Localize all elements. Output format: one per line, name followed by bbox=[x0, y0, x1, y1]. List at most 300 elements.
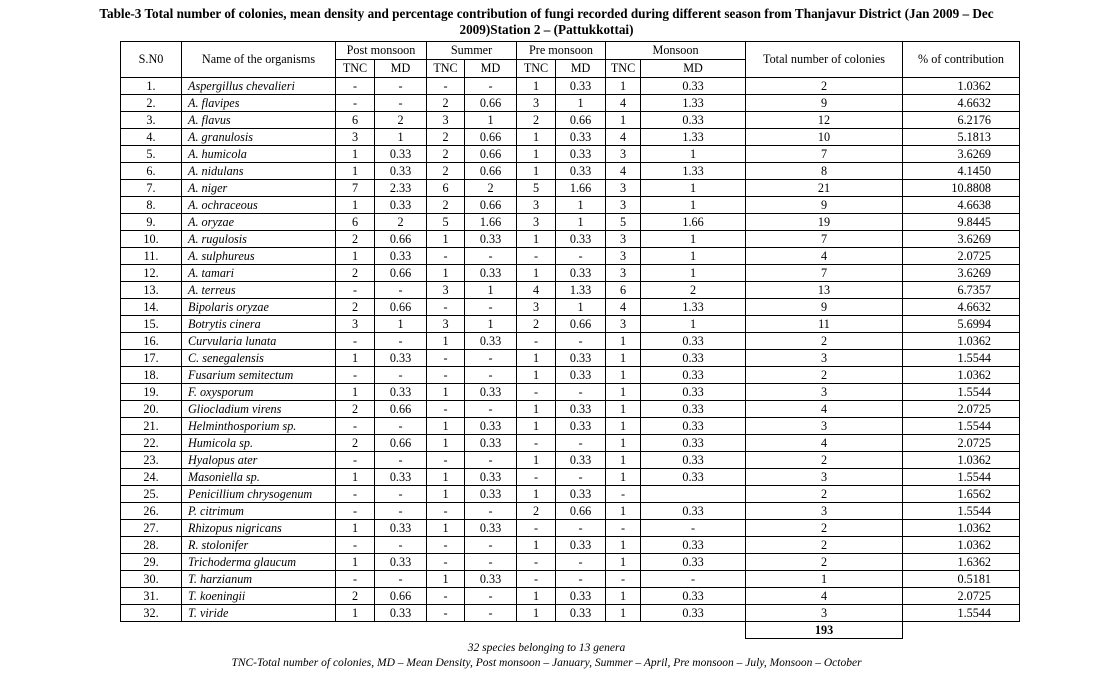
table-row bbox=[121, 129, 1020, 146]
monsoon-md-cell: 1.33 bbox=[641, 299, 746, 316]
summer-tnc-cell: - bbox=[427, 367, 465, 384]
pre-monsoon-tnc-cell: 1 bbox=[517, 129, 556, 146]
pre-monsoon-md-cell: 1 bbox=[556, 197, 606, 214]
summer-md-cell: - bbox=[465, 503, 517, 520]
monsoon-tnc-cell: 1 bbox=[606, 503, 641, 520]
sno-cell: 11. bbox=[121, 248, 182, 265]
organism-name-cell: Curvularia lunata bbox=[182, 333, 336, 350]
sno-cell: 22. bbox=[121, 435, 182, 452]
monsoon-tnc-cell: 3 bbox=[606, 231, 641, 248]
post-monsoon-tnc-cell: 1 bbox=[336, 520, 375, 537]
summer-md-cell: 1 bbox=[465, 112, 517, 129]
post-monsoon-md-cell: 0.33 bbox=[375, 248, 427, 265]
post-monsoon-tnc-cell: - bbox=[336, 418, 375, 435]
monsoon-tnc-cell: 1 bbox=[606, 367, 641, 384]
sno-cell: 12. bbox=[121, 265, 182, 282]
organism-name-cell: T. harzianum bbox=[182, 571, 336, 588]
table-row bbox=[121, 520, 1020, 537]
summer-md-cell: 1 bbox=[465, 282, 517, 299]
post-monsoon-tnc-cell: - bbox=[336, 503, 375, 520]
organism-name-cell: A. niger bbox=[182, 180, 336, 197]
header-sno: S.N0 bbox=[121, 42, 182, 78]
header-md: MD bbox=[641, 60, 746, 78]
sno-cell: 25. bbox=[121, 486, 182, 503]
pre-monsoon-tnc-cell: 1 bbox=[517, 588, 556, 605]
post-monsoon-tnc-cell: 1 bbox=[336, 554, 375, 571]
organism-name-cell: A. terreus bbox=[182, 282, 336, 299]
total-colonies-cell: 9 bbox=[746, 197, 903, 214]
summer-tnc-cell: - bbox=[427, 537, 465, 554]
post-monsoon-tnc-cell: 2 bbox=[336, 435, 375, 452]
pre-monsoon-md-cell: 0.33 bbox=[556, 605, 606, 622]
sno-cell: 7. bbox=[121, 180, 182, 197]
post-monsoon-tnc-cell: - bbox=[336, 571, 375, 588]
percent-contribution-cell: 0.5181 bbox=[903, 571, 1020, 588]
percent-contribution-cell: 2.0725 bbox=[903, 588, 1020, 605]
pre-monsoon-md-cell: 0.33 bbox=[556, 452, 606, 469]
summer-tnc-cell: - bbox=[427, 452, 465, 469]
header-season-summer: Summer bbox=[427, 42, 517, 60]
post-monsoon-tnc-cell: - bbox=[336, 486, 375, 503]
fungi-table bbox=[120, 41, 1020, 639]
header-season-post-monsoon: Post monsoon bbox=[336, 42, 427, 60]
pre-monsoon-md-cell: - bbox=[556, 333, 606, 350]
summer-tnc-cell: - bbox=[427, 503, 465, 520]
total-colonies-cell: 12 bbox=[746, 112, 903, 129]
summer-md-cell: 0.33 bbox=[465, 231, 517, 248]
pre-monsoon-tnc-cell: 1 bbox=[517, 78, 556, 95]
monsoon-tnc-cell: 5 bbox=[606, 214, 641, 231]
pre-monsoon-tnc-cell: 2 bbox=[517, 503, 556, 520]
summer-md-cell: 0.33 bbox=[465, 486, 517, 503]
post-monsoon-tnc-cell: 2 bbox=[336, 299, 375, 316]
post-monsoon-tnc-cell: 3 bbox=[336, 129, 375, 146]
monsoon-md-cell: 0.33 bbox=[641, 350, 746, 367]
sno-cell: 23. bbox=[121, 452, 182, 469]
monsoon-tnc-cell: - bbox=[606, 486, 641, 503]
monsoon-md-cell: 1.33 bbox=[641, 163, 746, 180]
total-colonies-cell: 11 bbox=[746, 316, 903, 333]
monsoon-tnc-cell: 1 bbox=[606, 384, 641, 401]
total-colonies-cell: 2 bbox=[746, 367, 903, 384]
pre-monsoon-md-cell: - bbox=[556, 520, 606, 537]
post-monsoon-tnc-cell: 1 bbox=[336, 163, 375, 180]
total-colonies-cell: 13 bbox=[746, 282, 903, 299]
post-monsoon-md-cell: - bbox=[375, 282, 427, 299]
pre-monsoon-tnc-cell: 1 bbox=[517, 418, 556, 435]
summer-tnc-cell: - bbox=[427, 605, 465, 622]
post-monsoon-tnc-cell: - bbox=[336, 333, 375, 350]
post-monsoon-tnc-cell: 1 bbox=[336, 248, 375, 265]
post-monsoon-tnc-cell: - bbox=[336, 452, 375, 469]
total-row-spacer bbox=[121, 622, 746, 639]
post-monsoon-md-cell: - bbox=[375, 537, 427, 554]
summer-md-cell: 1.66 bbox=[465, 214, 517, 231]
monsoon-md-cell: 0.33 bbox=[641, 469, 746, 486]
percent-contribution-cell: 4.6632 bbox=[903, 95, 1020, 112]
pre-monsoon-tnc-cell: 2 bbox=[517, 112, 556, 129]
pre-monsoon-md-cell: 1 bbox=[556, 299, 606, 316]
summer-md-cell: - bbox=[465, 299, 517, 316]
table-row bbox=[121, 78, 1020, 95]
pre-monsoon-tnc-cell: - bbox=[517, 435, 556, 452]
summer-tnc-cell: - bbox=[427, 554, 465, 571]
pre-monsoon-md-cell: 0.33 bbox=[556, 231, 606, 248]
monsoon-tnc-cell: 3 bbox=[606, 197, 641, 214]
pre-monsoon-md-cell: 1 bbox=[556, 214, 606, 231]
footer-species-note: 32 species belonging to 13 genera bbox=[467, 642, 626, 654]
post-monsoon-md-cell: 0.33 bbox=[375, 469, 427, 486]
header-season-pre-monsoon: Pre monsoon bbox=[517, 42, 606, 60]
organism-name-cell: A. humicola bbox=[182, 146, 336, 163]
post-monsoon-md-cell: 0.33 bbox=[375, 163, 427, 180]
monsoon-md-cell: 0.33 bbox=[641, 418, 746, 435]
sno-cell: 2. bbox=[121, 95, 182, 112]
pre-monsoon-tnc-cell: 5 bbox=[517, 180, 556, 197]
monsoon-md-cell: 0.33 bbox=[641, 452, 746, 469]
summer-tnc-cell: - bbox=[427, 248, 465, 265]
table-row bbox=[121, 469, 1020, 486]
percent-contribution-cell: 1.5544 bbox=[903, 469, 1020, 486]
pre-monsoon-md-cell: - bbox=[556, 384, 606, 401]
sno-cell: 1. bbox=[121, 78, 182, 95]
summer-tnc-cell: 2 bbox=[427, 146, 465, 163]
total-colonies-cell: 7 bbox=[746, 146, 903, 163]
summer-tnc-cell: - bbox=[427, 401, 465, 418]
summer-tnc-cell: 2 bbox=[427, 129, 465, 146]
sno-cell: 10. bbox=[121, 231, 182, 248]
post-monsoon-md-cell: - bbox=[375, 333, 427, 350]
summer-md-cell: - bbox=[465, 605, 517, 622]
organism-name-cell: A. nidulans bbox=[182, 163, 336, 180]
header-organism-name: Name of the organisms bbox=[182, 42, 336, 78]
monsoon-tnc-cell: 4 bbox=[606, 95, 641, 112]
sno-cell: 30. bbox=[121, 571, 182, 588]
table-row bbox=[121, 350, 1020, 367]
sno-cell: 15. bbox=[121, 316, 182, 333]
monsoon-tnc-cell: 1 bbox=[606, 537, 641, 554]
sno-cell: 16. bbox=[121, 333, 182, 350]
percent-contribution-cell: 1.0362 bbox=[903, 367, 1020, 384]
summer-tnc-cell: - bbox=[427, 78, 465, 95]
monsoon-tnc-cell: - bbox=[606, 571, 641, 588]
monsoon-md-cell: 2 bbox=[641, 282, 746, 299]
pre-monsoon-md-cell: - bbox=[556, 435, 606, 452]
summer-tnc-cell: 3 bbox=[427, 282, 465, 299]
monsoon-tnc-cell: 1 bbox=[606, 469, 641, 486]
total-colonies-cell: 2 bbox=[746, 78, 903, 95]
post-monsoon-tnc-cell: 6 bbox=[336, 112, 375, 129]
post-monsoon-md-cell: 1 bbox=[375, 316, 427, 333]
post-monsoon-tnc-cell: - bbox=[336, 367, 375, 384]
pre-monsoon-tnc-cell: - bbox=[517, 520, 556, 537]
table-row bbox=[121, 282, 1020, 299]
pre-monsoon-md-cell: 0.33 bbox=[556, 418, 606, 435]
pre-monsoon-tnc-cell: 1 bbox=[517, 163, 556, 180]
pre-monsoon-md-cell: 0.33 bbox=[556, 163, 606, 180]
table-row bbox=[121, 605, 1020, 622]
monsoon-md-cell: 1.66 bbox=[641, 214, 746, 231]
post-monsoon-tnc-cell: 2 bbox=[336, 588, 375, 605]
post-monsoon-tnc-cell: 6 bbox=[336, 214, 375, 231]
percent-contribution-cell: 2.0725 bbox=[903, 401, 1020, 418]
monsoon-md-cell: - bbox=[641, 571, 746, 588]
monsoon-tnc-cell: 1 bbox=[606, 350, 641, 367]
percent-contribution-cell: 3.6269 bbox=[903, 231, 1020, 248]
table-row bbox=[121, 146, 1020, 163]
monsoon-md-cell: 0.33 bbox=[641, 435, 746, 452]
monsoon-md-cell: 0.33 bbox=[641, 554, 746, 571]
pre-monsoon-md-cell: 0.33 bbox=[556, 146, 606, 163]
total-colonies-cell: 2 bbox=[746, 486, 903, 503]
total-colonies-cell: 9 bbox=[746, 299, 903, 316]
summer-md-cell: 2 bbox=[465, 180, 517, 197]
table-row bbox=[121, 435, 1020, 452]
monsoon-md-cell: 1 bbox=[641, 265, 746, 282]
summer-md-cell: 0.66 bbox=[465, 95, 517, 112]
summer-md-cell: 0.33 bbox=[465, 265, 517, 282]
organism-name-cell: Gliocladium virens bbox=[182, 401, 336, 418]
total-colonies-cell: 3 bbox=[746, 469, 903, 486]
table-row bbox=[121, 163, 1020, 180]
post-monsoon-tnc-cell: - bbox=[336, 537, 375, 554]
percent-contribution-cell: 1.0362 bbox=[903, 537, 1020, 554]
summer-tnc-cell: 1 bbox=[427, 520, 465, 537]
sno-cell: 17. bbox=[121, 350, 182, 367]
organism-name-cell: A. granulosis bbox=[182, 129, 336, 146]
table-row bbox=[121, 299, 1020, 316]
header-md: MD bbox=[556, 60, 606, 78]
monsoon-md-cell: 0.33 bbox=[641, 401, 746, 418]
percent-contribution-cell: 1.0362 bbox=[903, 78, 1020, 95]
table-row bbox=[121, 367, 1020, 384]
sno-cell: 24. bbox=[121, 469, 182, 486]
table-title-line-1: Table-3 Total number of colonies, mean density and percentage contribution of fungi recorded during different season from Thanjavur District (Jan 2009 – Dec bbox=[99, 6, 994, 21]
pre-monsoon-tnc-cell: - bbox=[517, 554, 556, 571]
post-monsoon-md-cell: 0.33 bbox=[375, 146, 427, 163]
table-row bbox=[121, 112, 1020, 129]
table-row bbox=[121, 265, 1020, 282]
header-md: MD bbox=[465, 60, 517, 78]
pre-monsoon-md-cell: 1 bbox=[556, 95, 606, 112]
monsoon-tnc-cell: 1 bbox=[606, 401, 641, 418]
pre-monsoon-tnc-cell: 3 bbox=[517, 95, 556, 112]
percent-contribution-cell: 1.6562 bbox=[903, 486, 1020, 503]
total-colonies-cell: 3 bbox=[746, 384, 903, 401]
percent-contribution-cell: 4.1450 bbox=[903, 163, 1020, 180]
summer-tnc-cell: 1 bbox=[427, 384, 465, 401]
monsoon-tnc-cell: 1 bbox=[606, 605, 641, 622]
pre-monsoon-md-cell: 0.33 bbox=[556, 129, 606, 146]
organism-name-cell: Bipolaris oryzae bbox=[182, 299, 336, 316]
total-colonies-cell: 7 bbox=[746, 265, 903, 282]
sno-cell: 32. bbox=[121, 605, 182, 622]
table-row bbox=[121, 95, 1020, 112]
pre-monsoon-md-cell: 0.33 bbox=[556, 265, 606, 282]
pre-monsoon-tnc-cell: - bbox=[517, 333, 556, 350]
table-row bbox=[121, 316, 1020, 333]
table-row bbox=[121, 537, 1020, 554]
monsoon-tnc-cell: - bbox=[606, 520, 641, 537]
summer-tnc-cell: 5 bbox=[427, 214, 465, 231]
pre-monsoon-md-cell: 0.33 bbox=[556, 588, 606, 605]
organism-name-cell: Aspergillus chevalieri bbox=[182, 78, 336, 95]
post-monsoon-md-cell: 0.66 bbox=[375, 435, 427, 452]
header-tnc: TNC bbox=[336, 60, 375, 78]
pre-monsoon-tnc-cell: 3 bbox=[517, 197, 556, 214]
pre-monsoon-md-cell: - bbox=[556, 554, 606, 571]
post-monsoon-tnc-cell: 1 bbox=[336, 384, 375, 401]
table-title bbox=[0, 6, 1093, 38]
sno-cell: 29. bbox=[121, 554, 182, 571]
post-monsoon-tnc-cell: - bbox=[336, 282, 375, 299]
sno-cell: 18. bbox=[121, 367, 182, 384]
pre-monsoon-tnc-cell: 4 bbox=[517, 282, 556, 299]
table-row bbox=[121, 418, 1020, 435]
table-row bbox=[121, 231, 1020, 248]
sno-cell: 4. bbox=[121, 129, 182, 146]
table-title-line-2: 2009)Station 2 – (Pattukkottai) bbox=[459, 22, 634, 37]
post-monsoon-md-cell: 2.33 bbox=[375, 180, 427, 197]
table-row bbox=[121, 588, 1020, 605]
post-monsoon-md-cell: - bbox=[375, 571, 427, 588]
monsoon-tnc-cell: 1 bbox=[606, 588, 641, 605]
header-percent-contribution: % of contribution bbox=[903, 42, 1020, 78]
header-row-1 bbox=[121, 42, 1020, 60]
table-row bbox=[121, 333, 1020, 350]
summer-md-cell: - bbox=[465, 401, 517, 418]
table-row bbox=[121, 452, 1020, 469]
monsoon-tnc-cell: 1 bbox=[606, 435, 641, 452]
total-colonies-cell: 1 bbox=[746, 571, 903, 588]
post-monsoon-md-cell: - bbox=[375, 418, 427, 435]
monsoon-md-cell: 1 bbox=[641, 316, 746, 333]
summer-tnc-cell: 1 bbox=[427, 469, 465, 486]
summer-md-cell: - bbox=[465, 248, 517, 265]
table-row bbox=[121, 197, 1020, 214]
post-monsoon-md-cell: 0.33 bbox=[375, 605, 427, 622]
sno-cell: 20. bbox=[121, 401, 182, 418]
pre-monsoon-tnc-cell: 1 bbox=[517, 537, 556, 554]
post-monsoon-md-cell: - bbox=[375, 486, 427, 503]
monsoon-tnc-cell: 1 bbox=[606, 333, 641, 350]
organism-name-cell: A. ochraceous bbox=[182, 197, 336, 214]
summer-tnc-cell: 2 bbox=[427, 163, 465, 180]
post-monsoon-md-cell: 2 bbox=[375, 112, 427, 129]
organism-name-cell: Helminthosporium sp. bbox=[182, 418, 336, 435]
percent-contribution-cell: 1.0362 bbox=[903, 333, 1020, 350]
pre-monsoon-md-cell: 0.33 bbox=[556, 78, 606, 95]
sno-cell: 3. bbox=[121, 112, 182, 129]
post-monsoon-tnc-cell: 2 bbox=[336, 401, 375, 418]
table-row bbox=[121, 384, 1020, 401]
organism-name-cell: Hyalopus ater bbox=[182, 452, 336, 469]
monsoon-md-cell: 1 bbox=[641, 231, 746, 248]
pre-monsoon-md-cell: 0.33 bbox=[556, 350, 606, 367]
monsoon-tnc-cell: 3 bbox=[606, 146, 641, 163]
pre-monsoon-tnc-cell: 1 bbox=[517, 146, 556, 163]
percent-contribution-cell: 1.5544 bbox=[903, 350, 1020, 367]
total-colonies-cell: 10 bbox=[746, 129, 903, 146]
percent-contribution-cell: 1.5544 bbox=[903, 384, 1020, 401]
pre-monsoon-md-cell: 1.33 bbox=[556, 282, 606, 299]
sno-cell: 19. bbox=[121, 384, 182, 401]
total-row bbox=[121, 622, 1020, 639]
pre-monsoon-md-cell: - bbox=[556, 248, 606, 265]
pre-monsoon-tnc-cell: - bbox=[517, 384, 556, 401]
pre-monsoon-tnc-cell: 1 bbox=[517, 265, 556, 282]
percent-contribution-cell: 4.6632 bbox=[903, 299, 1020, 316]
header-tnc: TNC bbox=[427, 60, 465, 78]
post-monsoon-md-cell: 0.33 bbox=[375, 197, 427, 214]
total-colonies-cell: 21 bbox=[746, 180, 903, 197]
summer-tnc-cell: 6 bbox=[427, 180, 465, 197]
total-colonies-cell: 2 bbox=[746, 554, 903, 571]
table-body bbox=[121, 78, 1020, 622]
monsoon-tnc-cell: 6 bbox=[606, 282, 641, 299]
post-monsoon-tnc-cell: 1 bbox=[336, 605, 375, 622]
summer-md-cell: 0.33 bbox=[465, 571, 517, 588]
post-monsoon-md-cell: 0.33 bbox=[375, 350, 427, 367]
organism-name-cell: A. flavipes bbox=[182, 95, 336, 112]
percent-contribution-cell: 4.6638 bbox=[903, 197, 1020, 214]
summer-md-cell: 0.66 bbox=[465, 197, 517, 214]
table-row bbox=[121, 571, 1020, 588]
organism-name-cell: Humicola sp. bbox=[182, 435, 336, 452]
post-monsoon-md-cell: 0.66 bbox=[375, 231, 427, 248]
monsoon-tnc-cell: 3 bbox=[606, 316, 641, 333]
percent-contribution-cell: 6.7357 bbox=[903, 282, 1020, 299]
organism-name-cell: Masoniella sp. bbox=[182, 469, 336, 486]
monsoon-md-cell: 0.33 bbox=[641, 78, 746, 95]
post-monsoon-md-cell: 0.66 bbox=[375, 401, 427, 418]
summer-md-cell: - bbox=[465, 554, 517, 571]
monsoon-tnc-cell: 4 bbox=[606, 163, 641, 180]
total-colonies-value: 193 bbox=[746, 622, 903, 639]
pre-monsoon-tnc-cell: 1 bbox=[517, 231, 556, 248]
post-monsoon-md-cell: 2 bbox=[375, 214, 427, 231]
monsoon-md-cell bbox=[641, 486, 746, 503]
summer-md-cell: 0.33 bbox=[465, 435, 517, 452]
organism-name-cell: A. sulphureus bbox=[182, 248, 336, 265]
pre-monsoon-tnc-cell: 3 bbox=[517, 214, 556, 231]
sno-cell: 13. bbox=[121, 282, 182, 299]
sno-cell: 21. bbox=[121, 418, 182, 435]
total-row-empty bbox=[903, 622, 1020, 639]
sno-cell: 28. bbox=[121, 537, 182, 554]
pre-monsoon-tnc-cell: - bbox=[517, 571, 556, 588]
summer-md-cell: 0.33 bbox=[465, 418, 517, 435]
header-tnc: TNC bbox=[517, 60, 556, 78]
table-row bbox=[121, 503, 1020, 520]
post-monsoon-tnc-cell: 3 bbox=[336, 316, 375, 333]
monsoon-md-cell: 1 bbox=[641, 248, 746, 265]
percent-contribution-cell: 5.6994 bbox=[903, 316, 1020, 333]
post-monsoon-tnc-cell: 1 bbox=[336, 350, 375, 367]
pre-monsoon-md-cell: 0.66 bbox=[556, 112, 606, 129]
post-monsoon-md-cell: - bbox=[375, 367, 427, 384]
total-colonies-cell: 2 bbox=[746, 452, 903, 469]
summer-md-cell: - bbox=[465, 537, 517, 554]
pre-monsoon-tnc-cell: - bbox=[517, 469, 556, 486]
sno-cell: 31. bbox=[121, 588, 182, 605]
header-total-colonies: Total number of colonies bbox=[746, 42, 903, 78]
summer-tnc-cell: 2 bbox=[427, 95, 465, 112]
monsoon-tnc-cell: 1 bbox=[606, 112, 641, 129]
post-monsoon-md-cell: 0.66 bbox=[375, 265, 427, 282]
organism-name-cell: P. citrimum bbox=[182, 503, 336, 520]
total-colonies-cell: 19 bbox=[746, 214, 903, 231]
